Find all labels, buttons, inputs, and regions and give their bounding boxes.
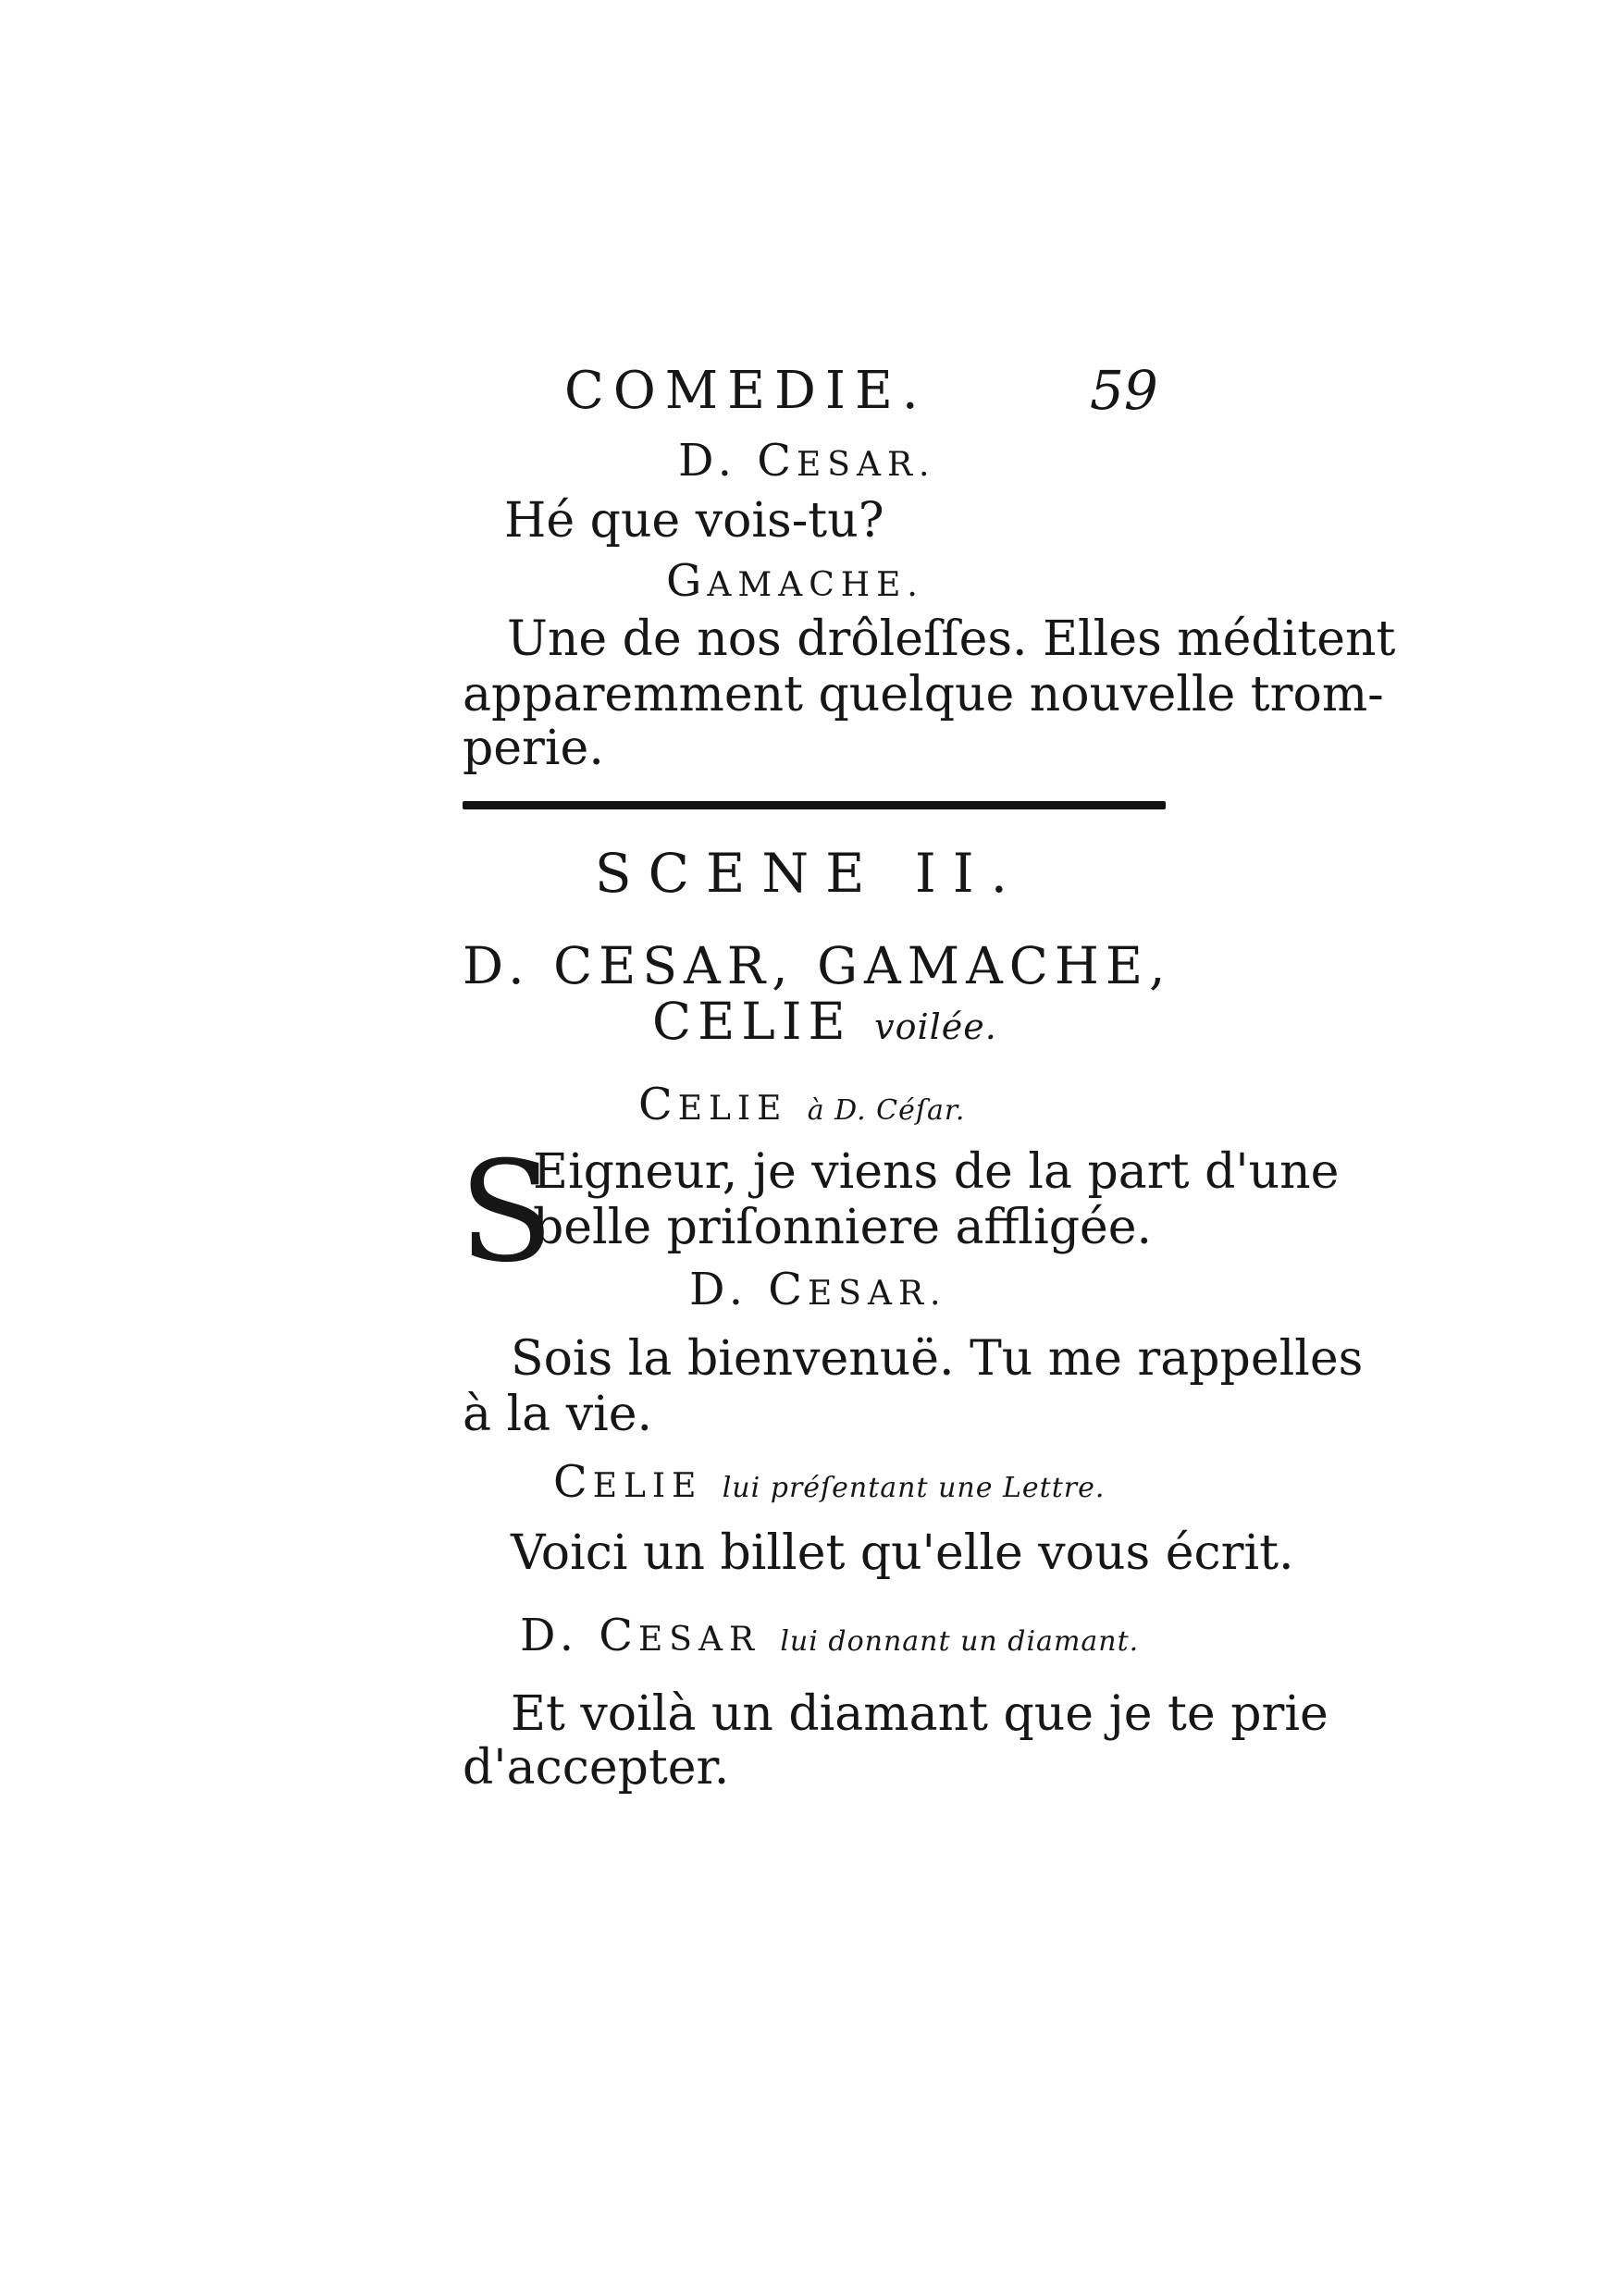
- dialogue-line: d'accepter.: [463, 1740, 730, 1796]
- dialogue-line: Et voilà un diamant que je te prie: [511, 1686, 1329, 1742]
- dialogue-line: Voici un billet qu'elle vous écrit.: [511, 1525, 1294, 1581]
- scene-divider-rule: [463, 801, 1166, 809]
- dialogue-line: perie.: [463, 721, 604, 776]
- dialogue-line: Sois la bienvenuë. Tu me rappelles: [511, 1331, 1364, 1387]
- speaker-label: D. CESAR.: [689, 1264, 947, 1315]
- speaker-label: CELIE lui préſentant une Lettre.: [553, 1456, 1106, 1508]
- drop-cap: S: [459, 1132, 554, 1293]
- cast-list: CELIE voilée.: [652, 992, 997, 1051]
- scene-title: SCENE II.: [594, 842, 1025, 905]
- stage-direction: à D. Céſar.: [807, 1094, 966, 1127]
- speaker-label: D. CESAR.: [678, 435, 936, 487]
- dialogue-line: à la vie.: [463, 1387, 653, 1442]
- dialogue-line: apparemment quelque nouvelle trom-: [463, 667, 1384, 722]
- speaker-label: CELIE à D. Céſar.: [638, 1079, 966, 1130]
- stage-direction: lui donnant un diamant.: [780, 1625, 1140, 1658]
- dialogue-line: belle priſonniere affligée.: [533, 1200, 1153, 1255]
- dialogue-line: Hé que vois-tu?: [504, 493, 884, 549]
- stage-direction: voilée.: [874, 1006, 997, 1047]
- running-header: COMEDIE.: [564, 361, 928, 421]
- dialogue-line: Eigneur, je viens de la part d'une: [533, 1144, 1340, 1200]
- page-number: 59: [1090, 359, 1158, 422]
- speaker-label: D. CESAR lui donnant un diamant.: [520, 1610, 1140, 1661]
- speaker-label: GAMACHE.: [666, 555, 924, 607]
- dialogue-line: Une de nos drôleſſes. Elles méditent: [507, 611, 1396, 667]
- stage-direction: lui préſentant une Lettre.: [722, 1472, 1106, 1504]
- cast-list: D. CESAR, GAMACHE,: [463, 936, 1172, 995]
